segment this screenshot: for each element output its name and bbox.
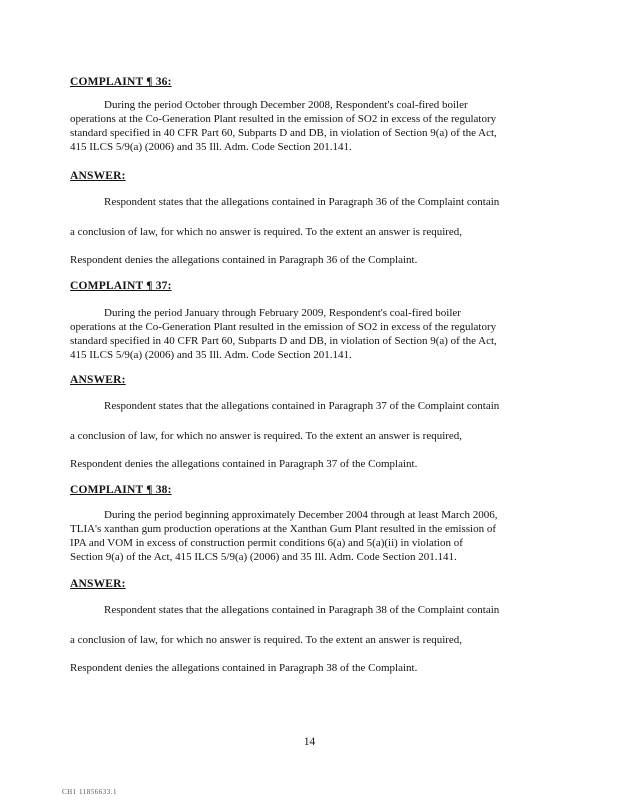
answer-line: a conclusion of law, for which no answer is required. To the extent an answer is required, <box>70 226 463 238</box>
answer-heading-38: ANSWER: <box>70 578 126 590</box>
complaint-line: 415 ILCS 5/9(a) (2006) and 35 Ill. Adm. Code Section 201.141. <box>70 141 352 153</box>
complaint-line: During the period beginning approximately December 2004 through at least March 2006, <box>104 509 498 521</box>
complaint-line: IPA and VOM in excess of construction permit conditions 6(a) and 5(a)(ii) in violation of <box>70 537 463 549</box>
complaint-line: During the period October through December 2008, Respondent's coal-fired boiler <box>104 99 468 111</box>
answer-line: Respondent states that the allegations contained in Paragraph 37 of the Complaint contain <box>104 400 500 412</box>
complaint-text-36 <box>70 98 542 154</box>
document-footer-code: CH1 11856633.1 <box>62 788 117 796</box>
complaint-line: Section 9(a) of the Act, 415 ILCS 5/9(a) (2006) and 35 Ill. Adm. Code Section 201.141. <box>70 551 457 563</box>
complaint-text-37 <box>70 306 542 362</box>
complaint-line: operations at the Co-Generation Plant resulted in the emission of SO2 in excess of the regulatory <box>70 113 497 125</box>
complaint-heading-37: COMPLAINT ¶ 37: <box>70 280 172 292</box>
answer-heading-36: ANSWER: <box>70 170 126 182</box>
page-number: 14 <box>303 736 316 748</box>
answer-line: a conclusion of law, for which no answer is required. To the extent an answer is required, <box>70 430 463 442</box>
complaint-line: TLIA's xanthan gum production operations at the Xanthan Gum Plant resulted in the emission of <box>70 523 497 535</box>
complaint-line: operations at the Co-Generation Plant resulted in the emission of SO2 in excess of the regulatory <box>70 321 497 333</box>
answer-line: Respondent denies the allegations contained in Paragraph 36 of the Complaint. <box>70 254 418 266</box>
answer-line: Respondent denies the allegations contained in Paragraph 38 of the Complaint. <box>70 662 418 674</box>
complaint-text-38 <box>70 508 542 564</box>
complaint-heading-36: COMPLAINT ¶ 36: <box>70 76 172 88</box>
complaint-line: 415 ILCS 5/9(a) (2006) and 35 Ill. Adm. Code Section 201.141. <box>70 349 352 361</box>
complaint-heading-38: COMPLAINT ¶ 38: <box>70 484 172 496</box>
answer-heading-37: ANSWER: <box>70 374 126 386</box>
answer-line: Respondent states that the allegations contained in Paragraph 36 of the Complaint contain <box>104 196 500 208</box>
answer-line: Respondent states that the allegations contained in Paragraph 38 of the Complaint contain <box>104 604 500 616</box>
answer-line: a conclusion of law, for which no answer is required. To the extent an answer is required, <box>70 634 463 646</box>
complaint-line: During the period January through February 2009, Respondent's coal-fired boiler <box>104 307 461 319</box>
answer-line: Respondent denies the allegations contained in Paragraph 37 of the Complaint. <box>70 458 418 470</box>
complaint-line: standard specified in 40 CFR Part 60, Subparts D and DB, in violation of Section 9(a) of the Act, <box>70 335 497 347</box>
complaint-line: standard specified in 40 CFR Part 60, Subparts D and DB, in violation of Section 9(a) of the Act, <box>70 127 497 139</box>
